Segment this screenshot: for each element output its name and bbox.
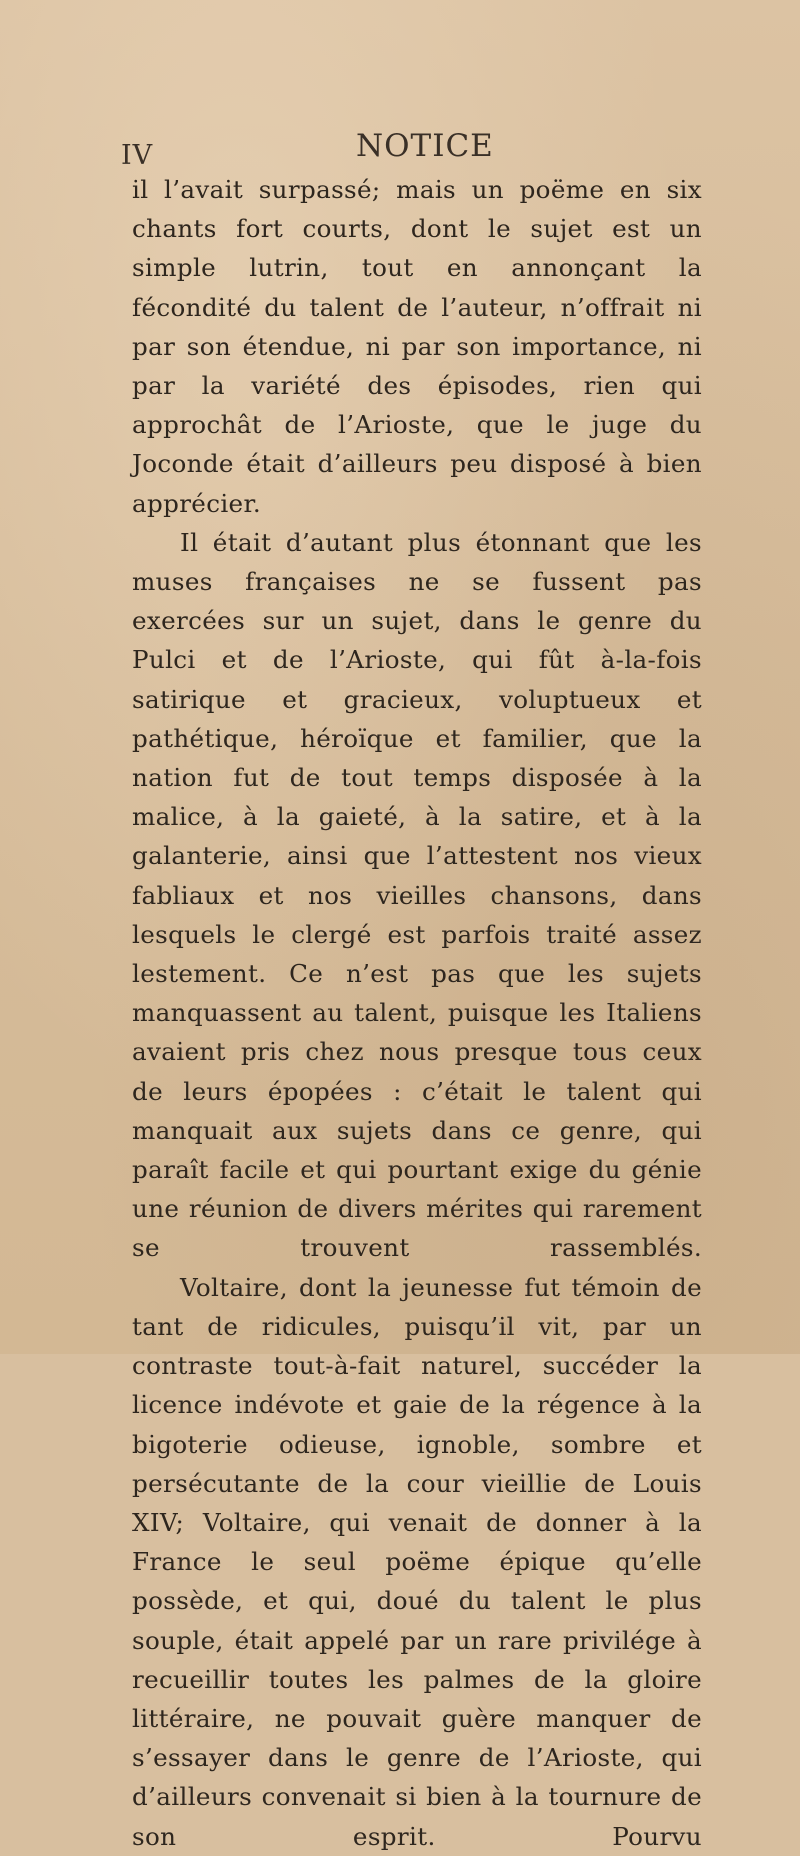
page-number: IV — [121, 140, 154, 171]
paragraph-2: Il était d’autant plus étonnant que les muses françaises ne se fussent pas exercées sur un sujet, dans le genre du Pulci et de l’Arioste, qui fût à-la-fois satirique et gracieux, voluptueux et pathétique, héroïque et familier, que la nation fut de tout temps disposée à la malice, à la gaieté, à la satire, et à la galanterie, ainsi que l’attestent nos vieux fabliaux et nos vieilles chansons, dans lesquels le clergé est parfois traité assez lestement. Ce n’est pas que les sujets manquassent au talent, puisque les Italiens avaient pris chez nous presque tous ceux de leurs épopées : c’était le talent qui manquait aux sujets dans ce genre, qui paraît facile et qui pourtant exige du génie une réunion de divers mérites qui rarement se trouvent rassemblés. — [132, 527, 702, 1263]
paragraph-1: il l’avait surpassé; mais un poëme en six chants fort courts, dont le sujet est un simple lutrin, tout en annonçant la fécondité du talent de l’auteur, n’offrait ni par son étendue, ni par son importance, ni par la variété des épisodes, rien qui approchât de l’Arioste, que le juge du Joconde était d’ailleurs peu disposé à bien apprécier. — [132, 175, 702, 518]
paragraph-3: Voltaire, dont la jeunesse fut témoin de tant de ridicules, puisqu’il vit, par un contraste tout-à-fait naturel, succéder la licence indévote et gaie de la régence à la bigoterie odieuse, ignoble, sombre et persécutante de la cour vieillie de Louis XIV; Voltaire, qui venait de donner à la France le seul poëme épique qu’elle possède, et qui, doué du talent le plus souple, était appelé par un rare privilége à recueillir toutes les palmes de la gloire littéraire, ne pouvait guère manquer de s’essayer dans le genre de l’Arioste, qui d’ailleurs convenait si bien à la tournure de son esprit. Pourvu — [132, 1272, 702, 1851]
body-text — [132, 170, 702, 1856]
page-header — [0, 128, 800, 172]
running-title: NOTICE — [356, 128, 494, 164]
